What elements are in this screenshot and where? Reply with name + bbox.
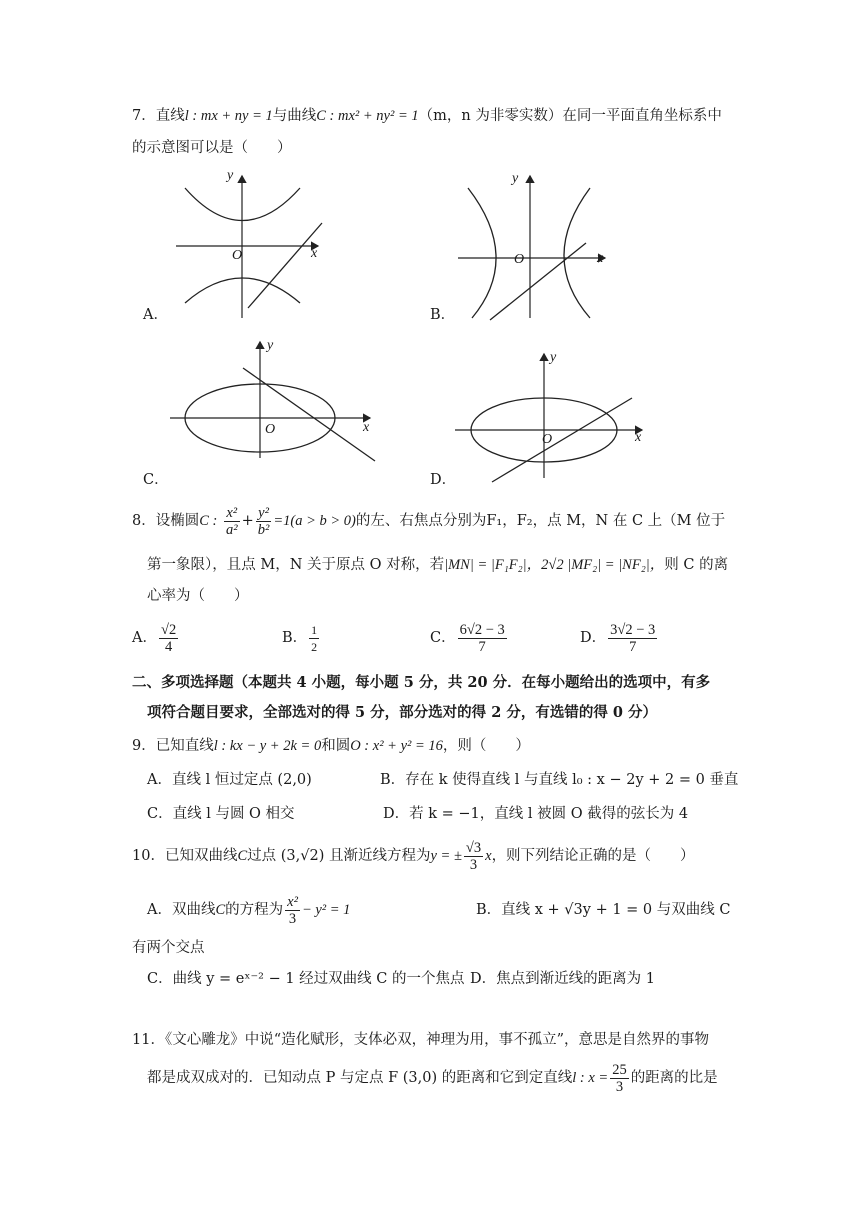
q8-option-a: A． $\frac{√2}{4}$	[132, 621, 177, 655]
q11-line2: 都是成双成对的．已知动点 P 与定点 F (3,0) 的距离和它到定直线l : x = $\frac{25}{3}$ 的距离的比是	[147, 1061, 718, 1095]
q8-fraction-y: $\frac{\text{y²}}{\text{b²}}$	[257, 504, 270, 538]
q8-text-c: F₁，F₂，点 M，N 在 C 上（M 位于	[486, 513, 726, 529]
line-l	[490, 243, 586, 320]
q7-text-c: （m，n 为非零实数）在同一平面直角坐标系中	[418, 108, 722, 124]
q7-figure-b	[450, 168, 610, 323]
q8-eq-tail: =1(a > b > 0)	[273, 513, 356, 529]
q10-option-c: C．曲线 y = eˣ⁻² − 1 经过双曲线 C 的一个焦点	[147, 971, 465, 987]
q7-line2: 的示意图可以是（ ）	[132, 140, 292, 156]
y-axis-label: y	[267, 338, 274, 353]
q7-figure-a	[170, 168, 330, 323]
q8-c-label: C :	[199, 513, 218, 529]
q7-figure-d	[452, 350, 652, 485]
line-l	[248, 223, 322, 308]
origin-label: O	[265, 422, 276, 437]
q7-text-a: 7．直线	[132, 108, 185, 124]
q10-option-a: A．双曲线C的方程为 $\frac{\text{x²}}{3}$ − y² = 1	[147, 893, 351, 927]
q8-text-a: 8．设椭圆	[132, 513, 200, 529]
q8-line1: 8．设椭圆C : $\frac{\text{x²}}{\text{a²}}$ + $\frac{\text{y²}}{\text{b²}}$ =1(a > b > 0)的左、右焦点分别为F₁，F₂，点 M，N 在 C 上（M 位于	[132, 504, 726, 538]
q9-circle-equation: O : x² + y² = 16	[350, 738, 443, 754]
q9-stem: 9．已知直线l : kx − y + 2k = 0和圆O : x² + y² = 16，则（ ）	[132, 738, 530, 754]
q7-option-c-label: C．	[143, 472, 169, 488]
q8-fraction-x: $\frac{\text{x²}}{\text{a²}}$	[225, 504, 238, 538]
q8-line2	[147, 555, 728, 575]
x-axis-label: x	[635, 430, 642, 445]
x-axis-label: x	[311, 246, 318, 261]
q8-option-c: C． $\frac{6√2 - 3}{7}$	[430, 621, 505, 655]
q9-option-d: D．若 k = −1，直线 l 被圆 O 截得的弦长为 4	[383, 806, 689, 822]
q8-line2-a: 第一象限），且点 M，N 关于原点 O 对称，若	[147, 557, 445, 573]
q7-text-b: 与曲线	[272, 108, 317, 124]
q10-option-d: D．焦点到渐近线的距离为 1	[470, 971, 655, 987]
hyperbola-left-branch	[468, 188, 496, 318]
q8-line2-c: 则 C 的离	[664, 557, 729, 573]
section-2-subtitle: 项符合题目要求，全部选对的得 5 分，部分选对的得 2 分，有选错的得 0 分）	[147, 704, 658, 721]
q10-stem: 10．已知双曲线C过点 (3,√2) 且渐近线方程为y = ± $\frac{√3}{3}$ x，则下列结论正确的是（ ）	[132, 839, 695, 873]
origin-label: O	[232, 248, 243, 263]
x-axis-label: x	[597, 251, 604, 266]
q7-option-a-label: A．	[143, 307, 168, 323]
q8-line3: 心率为（ ）	[147, 588, 249, 604]
y-axis-label: y	[550, 350, 557, 365]
q8-option-b: B． $\frac{1}{2}$	[282, 622, 318, 654]
q11-line1: 11．《文心雕龙》中说“造化赋形，支体必双，神理为用，事不孤立”，意思是自然界的事物	[132, 1032, 710, 1048]
q7-option-b-label: B．	[430, 307, 456, 323]
q9-option-c: C．直线 l 与圆 O 相交	[147, 806, 295, 822]
q9-option-b: B．存在 k 使得直线 l 与直线 l₀ : x − 2y + 2 = 0 垂直	[380, 772, 739, 788]
q9-option-a: A．直线 l 恒过定点 (2,0)	[147, 772, 312, 788]
line-l	[492, 398, 632, 482]
origin-label: O	[542, 432, 553, 447]
line-l	[243, 368, 375, 461]
q10-option-b-continued: 有两个交点	[132, 940, 205, 956]
y-axis-label: y	[227, 168, 234, 183]
x-axis-label: x	[363, 420, 370, 435]
q7-line1	[132, 106, 722, 126]
section-2-title: 二、多项选择题（本题共 4 小题，每小题 5 分，共 20 分．在每小题给出的选项中，有多	[132, 674, 711, 691]
q8-text-b: 的左、右焦点分别为	[355, 513, 487, 529]
y-axis-label: y	[512, 171, 519, 186]
q8-option-d: D． $\frac{3√2 - 3}{7}$	[580, 621, 656, 655]
q7-figure-c	[165, 338, 380, 468]
q9-line-equation: l : kx − y + 2k = 0	[213, 738, 322, 754]
hyperbola-right-branch	[564, 188, 590, 318]
q7-curve-equation: C : mx² + ny² = 1	[316, 108, 419, 124]
q8-line2-b: |MN| = |F₁F₂|，2√2 |MF₂| = |NF₂|，	[444, 557, 665, 573]
q10-option-b: B．直线 x + √3y + 1 = 0 与双曲线 C	[476, 902, 731, 918]
origin-label: O	[514, 252, 525, 267]
q7-option-d-label: D．	[430, 472, 457, 488]
q7-line-equation: l : mx + ny = 1	[184, 108, 273, 124]
